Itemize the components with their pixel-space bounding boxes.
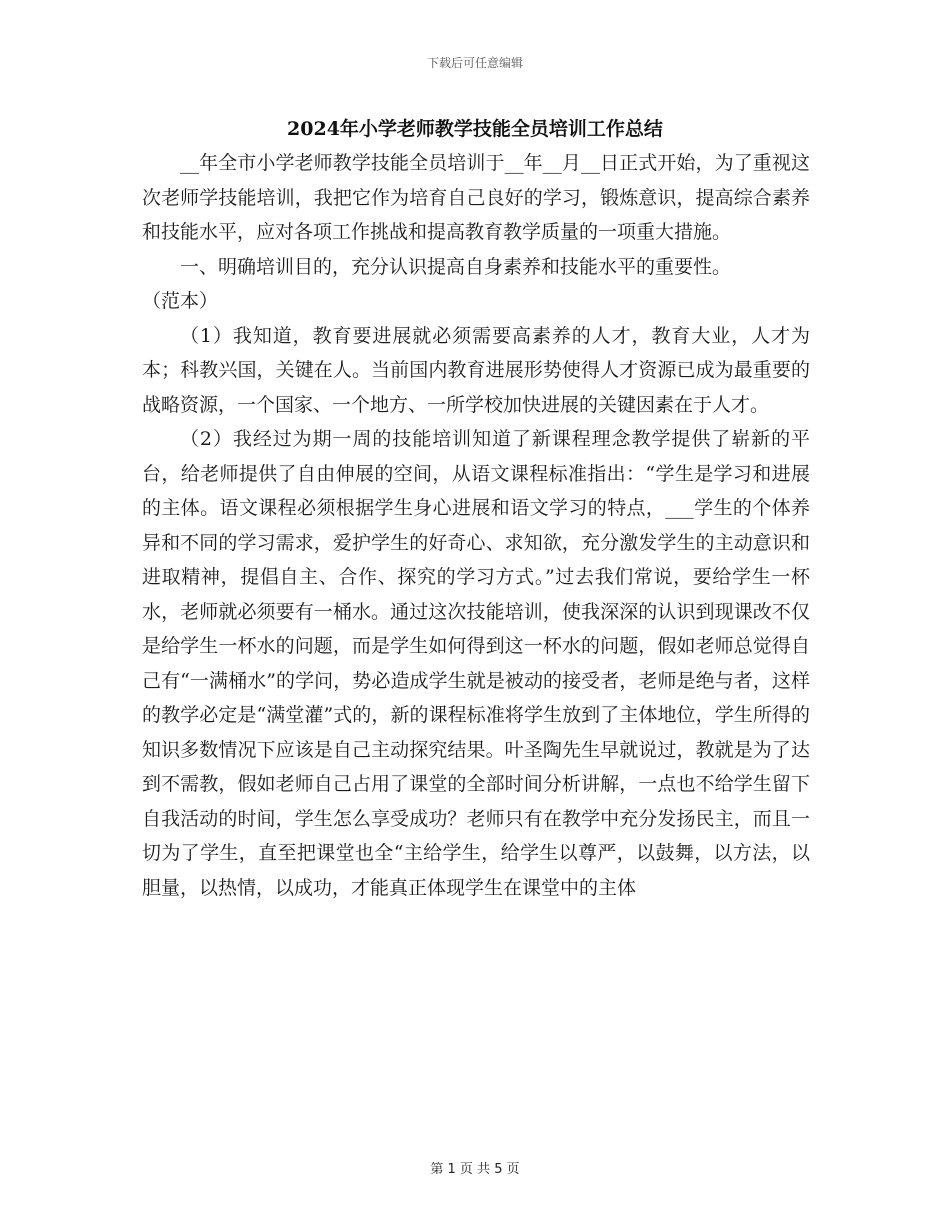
paragraph-point-1: （1）我知道，教育要进展就必须需要高素养的人才，教育大业，人才为本；科教兴国，关键在人。当前国内教育进展形势使得人才资源已成为最重要的战略资源，一个国家、一个地方、一所学校加快进展的关键因素在于人才。 [142,324,810,416]
template-note: （范本） [142,290,219,312]
section-heading-1: 一、明确培训目的，充分认识提高自身素养和技能水平的重要性。 [180,255,732,278]
page-number: 第 1 页 共 5 页 [430,1162,520,1177]
paragraph-intro: __年全市小学老师教学技能全员培训于__年__月__日正式开始，为了重视这次老师学技能培训，我把它作为培育自己良好的学习，锻炼意识，提高综合素养和技能水平，应对各项工作挑战和提高教育教学质量的一项重大措施。 [142,152,810,243]
document-title: 2024年小学老师教学技能全员培训工作总结 [287,118,663,140]
header-note: 下载后可任意编辑 [426,56,523,70]
paragraph-point-2: （2）我经过为期一周的技能培训知道了新课程理念教学提供了崭新的平台，给老师提供了自由伸展的空间，从语文课程标准指出：“学生是学习和进展的主体。语文课程必须根据学生身心进展和语文学习的特点，___学生的个体养异和不同的学习需求，爱护学生的好奇心、求知欲，充分激发学生的主动意识和进取精神，提倡自主、合作、探究的学习方式。”过去我们常说，要给学生一杯水，老师就必须要有一桶水。通过这次技能培训，使我深深的认识到现课改不仅是给学生一杯水的问题，而是学生如何得到这一杯水的问题，假如老师总觉得自己有“一满桶水”的学问，势必造成学生就是被动的接受者，老师是绝与者，这样的教学必定是“满堂灌”式的，新的课程标准将学生放到了主体地位，学生所得的知识多数情况下应该是自己主动探究结果。叶圣陶先生早就说过，教就是为了达到不需教，假如老师自己占用了课堂的全部时间分析讲解，一点也不给学生留下自我活动的时间，学生怎么享受成功？老师只有在教学中充分发扬民主，而且一切为了学生，直至把课堂也全“主给学生，给学生以尊严，以鼓舞，以方法，以胆量，以热情，以成功，才能真正体现学生在课堂中的主体 [142,428,810,899]
document-body [142,146,810,905]
